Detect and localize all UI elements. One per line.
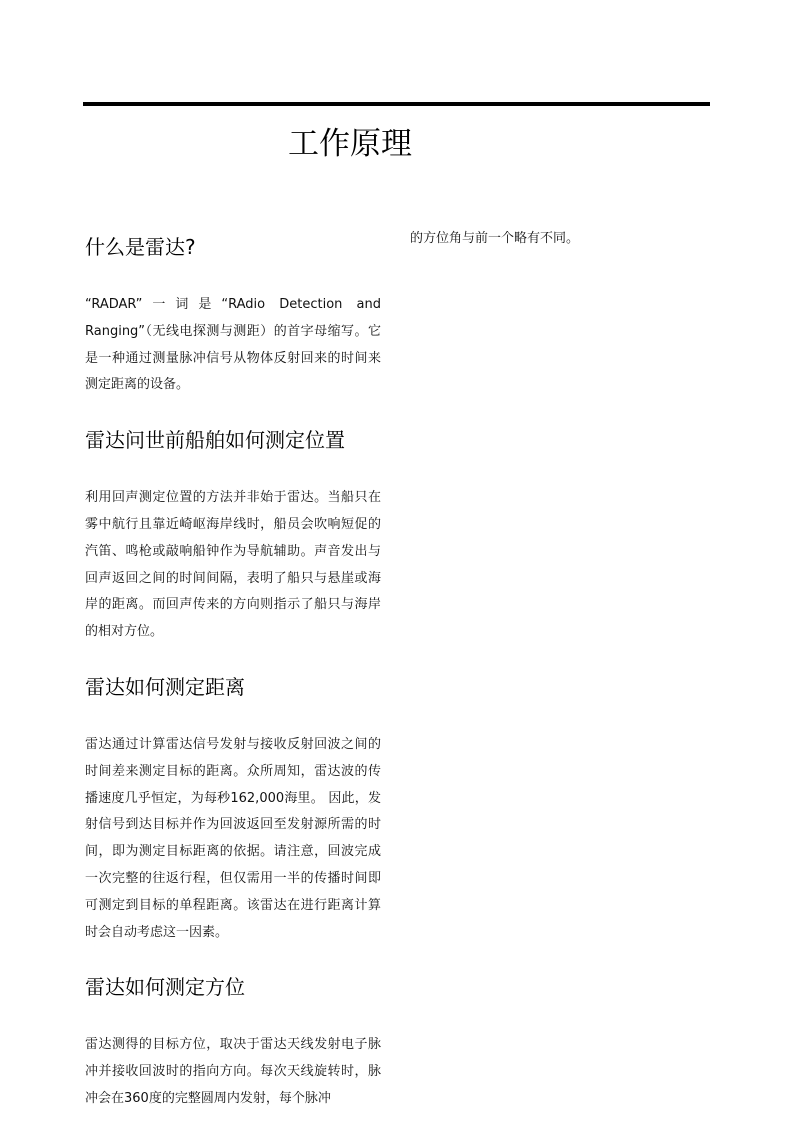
- section-heading-range-measurement: 雷达如何测定距离: [85, 674, 245, 699]
- section-heading-what-is-radar: 什么是雷达?: [85, 235, 196, 259]
- section-body-bearing-measurement: 雷达测得的目标方位，取决于雷达天线发射电子脉冲并接收回波时的指向方向。每次天线旋转时，脉冲会在360度的完整圆周内发射，每个脉冲: [85, 1037, 381, 1106]
- top-rule: [83, 102, 710, 106]
- section-body-pre-radar-positioning: 利用回声测定位置的方法并非始于雷达。当船只在雾中航行且靠近崎岖海岸线时，船员会吹响短促的汽笛、鸣枪或敲响船钟作为导航辅助。声音发出与回声返回之间的时间间隔，表明了船只与悬崖或海岸的距离。而回声传来的方向则指示了船只与海岸的相对方位。: [85, 490, 381, 640]
- right-column: [410, 226, 706, 253]
- section-heading-bearing-measurement: 雷达如何测定方位: [85, 975, 245, 1000]
- page-title: 工作原理: [288, 126, 412, 162]
- section-body-what-is-radar: “RADAR”一词是“RAdio Detection and Ranging”（无线电探测与测距）的首字母缩写。它是一种通过测量脉冲信号从物体反射回来的时间来测定距离的设备。: [85, 297, 381, 393]
- section-heading-pre-radar-positioning: 雷达问世前船舶如何测定位置: [85, 428, 345, 453]
- section-body-range-measurement: 雷达通过计算雷达信号发射与接收反射回波之间的时间差来测定目标的距离。众所周知，雷达波的传播速度几乎恒定，为每秒162,000海里。 因此，发射信号到达目标并作为回波返回至发射源所需的时间，即为测定目标距离的依据。请注意，回波完成一次完整的往返行程，但仅需用一半的传播时间即可测定到目标的单程距离。该雷达在进行距离计算时会自动考虑这一因素。: [85, 736, 381, 940]
- section-body-continuation: 的方位角与前一个略有不同。: [410, 231, 580, 246]
- left-column: [85, 232, 381, 1139]
